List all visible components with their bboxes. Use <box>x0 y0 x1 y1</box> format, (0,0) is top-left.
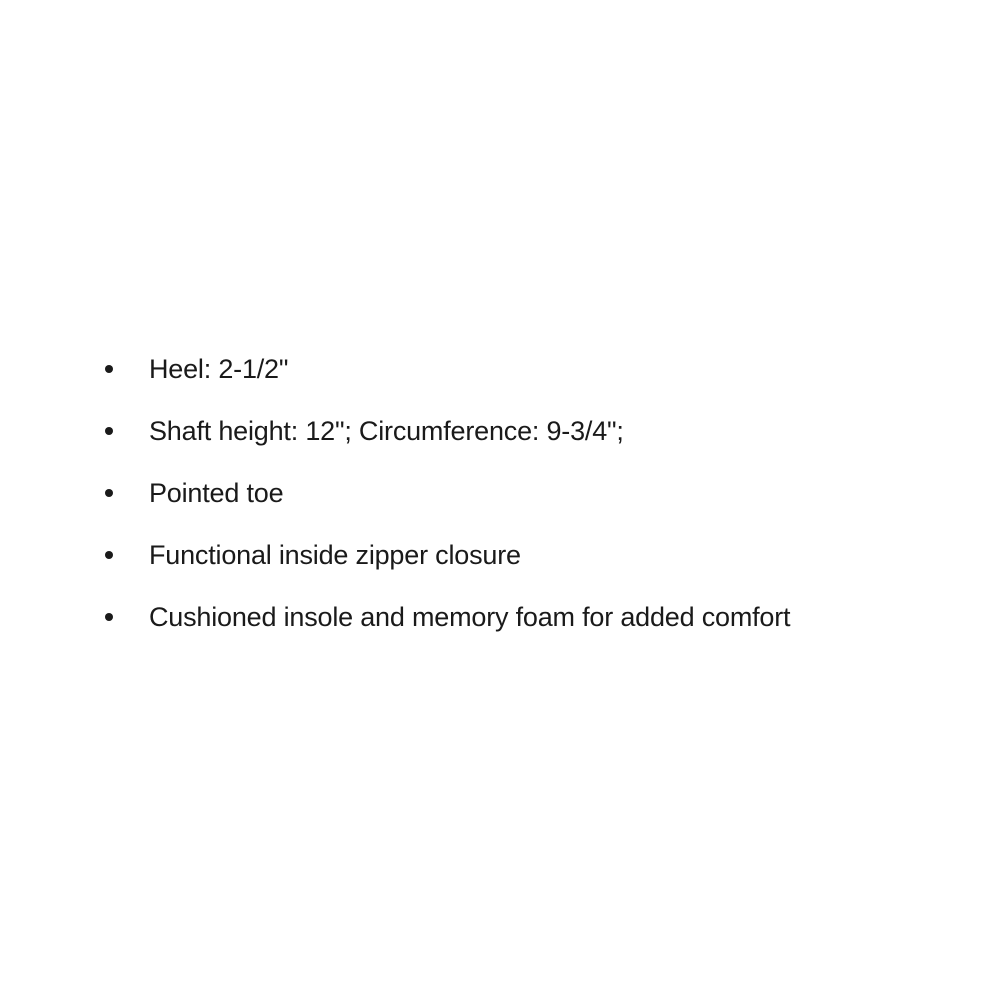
bullet-icon <box>105 551 113 559</box>
bullet-icon <box>105 365 113 373</box>
bullet-icon <box>105 489 113 497</box>
bullet-icon <box>105 427 113 435</box>
feature-text: Cushioned insole and memory foam for added comfort <box>149 602 791 632</box>
feature-text: Functional inside zipper closure <box>149 540 521 570</box>
feature-text: Pointed toe <box>149 478 284 508</box>
feature-text: Heel: 2-1/2" <box>149 354 289 384</box>
feature-text: Shaft height: 12"; Circumference: 9-3/4"; <box>149 416 624 446</box>
bullet-icon <box>105 613 113 621</box>
